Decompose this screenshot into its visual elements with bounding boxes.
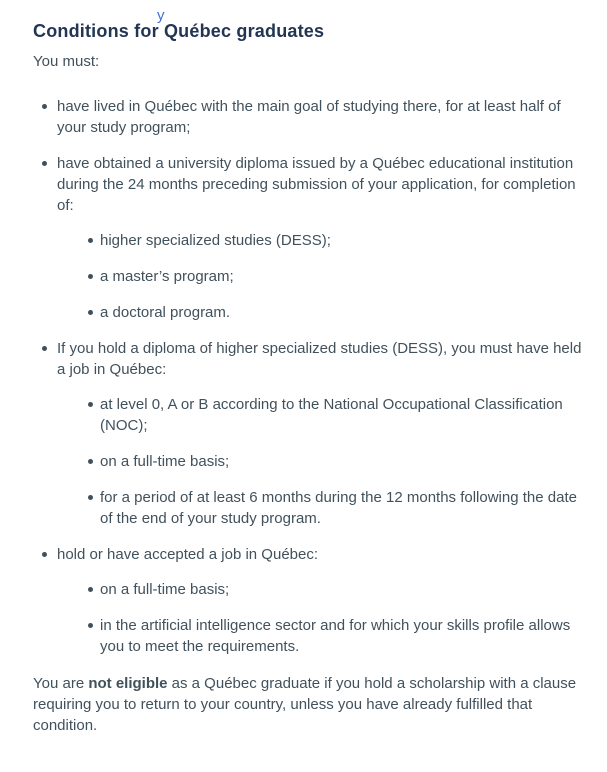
condition-text: have lived in Québec with the main goal of studying there, for at least half of your study program; xyxy=(57,98,561,136)
condition-item-residency xyxy=(33,96,585,138)
content-region xyxy=(0,7,607,772)
sub-condition-text: in the artificial intelligence sector and for which your skills profile allows you to meet the requirements. xyxy=(100,617,571,655)
sub-condition-item xyxy=(57,230,585,251)
condition-text: have obtained a university diploma issued by a Québec educational institution during the 24 months preceding submission of your application, for completion of: xyxy=(57,155,576,214)
note-suffix: as a Québec graduate if you hold a scholarship with a clause requiring you to return to your country, unless you have already fulfilled that condition. xyxy=(33,675,577,734)
conditions-list xyxy=(33,96,585,657)
sub-condition-item xyxy=(57,615,585,657)
condition-item-current-job xyxy=(33,544,585,657)
ineligibility-note xyxy=(33,673,585,736)
sub-condition-item xyxy=(57,451,585,472)
sub-condition-text: on a full-time basis; xyxy=(100,453,230,470)
current-job-sublist xyxy=(57,579,585,657)
sub-condition-text: a master’s program; xyxy=(100,268,234,285)
sub-condition-item xyxy=(57,266,585,287)
intro-text: You must: xyxy=(33,53,100,70)
page-title: Conditions for Québec graduates xyxy=(33,21,325,41)
dess-job-sublist xyxy=(57,394,585,529)
sub-condition-text: on a full-time basis; xyxy=(100,581,230,598)
sub-condition-item xyxy=(57,487,585,529)
sub-condition-text: for a period of at least 6 months during the 12 months following the date of the end of your study program. xyxy=(100,489,577,527)
sub-condition-text: at level 0, A or B according to the National Occupational Classification (NOC); xyxy=(100,396,563,434)
sub-condition-item xyxy=(57,394,585,436)
condition-text: hold or have accepted a job in Québec: xyxy=(57,546,319,563)
sub-condition-text: higher specialized studies (DESS); xyxy=(100,232,331,249)
condition-item-dess-job xyxy=(33,338,585,529)
clipped-text-fragment: y xyxy=(157,7,165,24)
condition-text: If you hold a diploma of higher specialized studies (DESS), you must have held a job in Québec: xyxy=(57,340,582,378)
sub-condition-item xyxy=(57,579,585,600)
sub-condition-item xyxy=(57,302,585,323)
condition-item-diploma xyxy=(33,153,585,323)
sub-condition-text: a doctoral program. xyxy=(100,304,231,321)
diploma-sublist xyxy=(57,230,585,323)
note-prefix: You are xyxy=(33,675,89,692)
note-bold-text: not eligible xyxy=(88,675,168,692)
